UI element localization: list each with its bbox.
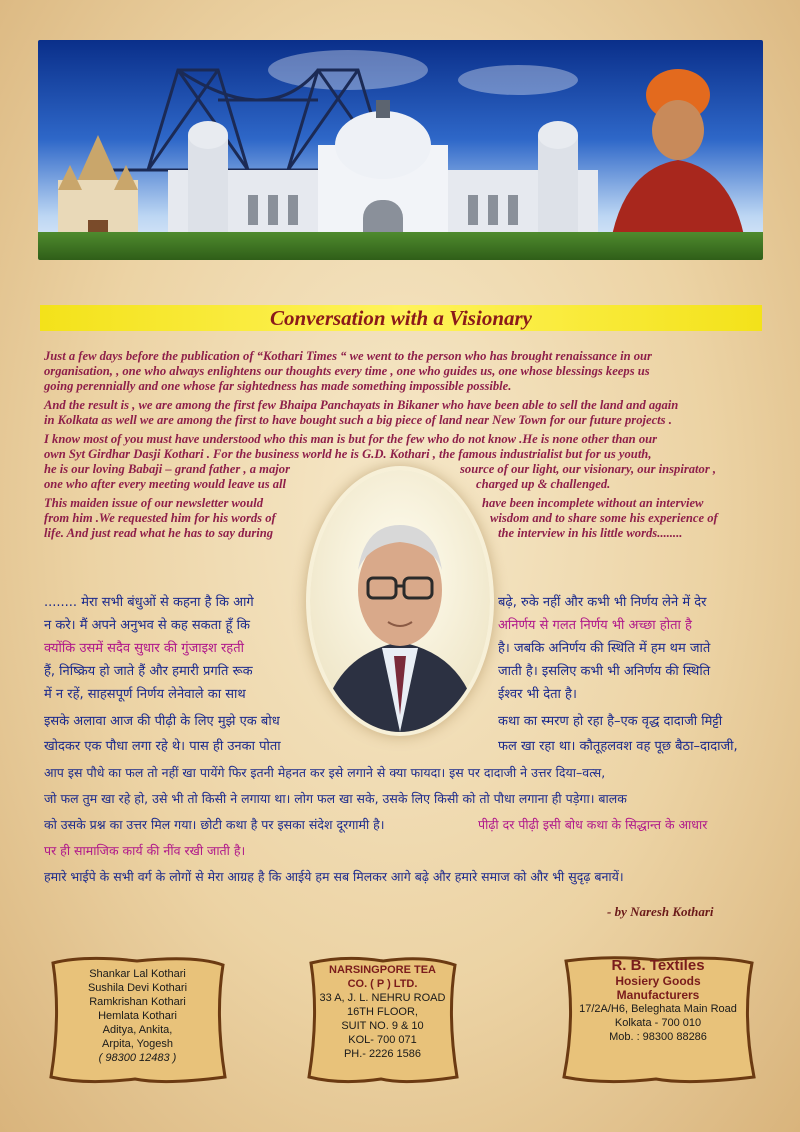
hindi-line: आप इस पौधे का फल तो नहीं खा पायेंगे फिर इतनी मेहनत कर इसे लगाने से क्या फायदा। इस पर दादाजी ने उत्तर दिया–वत्स, bbox=[44, 765, 606, 780]
hindi-line-left: खोदकर एक पौधा लगा रहे थे। पास ही उनका पोता bbox=[44, 739, 281, 754]
tea-company-ad-scroll bbox=[305, 955, 460, 1085]
ad-tagline: Manufacturers bbox=[616, 988, 700, 1002]
ad-line: Ramkrishan Kothari bbox=[89, 996, 186, 1008]
hindi-line-highlight: पर ही सामाजिक कार्य की नींव रखी जाती है। bbox=[44, 843, 246, 858]
textiles-ad-scroll bbox=[558, 955, 758, 1085]
ad-line: Shankar Lal Kothari bbox=[89, 968, 186, 980]
hindi-line-left: इसके अलावा आज की पीढ़ी के लिए मुझे एक बोध bbox=[44, 714, 280, 729]
intro-line-left: from him .We requested him for his words of bbox=[44, 511, 276, 525]
hindi-line-left: ........ मेरा सभी बंधुओं से कहना है कि आगे bbox=[44, 595, 254, 610]
ad-line: Kolkata - 700 010 bbox=[614, 1017, 702, 1029]
ad-line: Hemlata Kothari bbox=[98, 1010, 177, 1022]
ad-line: 16TH FLOOR, bbox=[347, 1006, 418, 1018]
ad-line: PH.- 2226 1586 bbox=[343, 1048, 422, 1060]
ad-line: 17/2A/H6, Beleghata Main Road bbox=[579, 1003, 737, 1015]
hindi-line-left: में न रहें, साहसपूर्ण निर्णय लेनेवाले का साथ bbox=[44, 687, 246, 702]
hindi-line-right: फल खा रहा था। कौतूहलवश वह पूछ बैठा–दादाजी, bbox=[498, 739, 738, 754]
hindi-line-right: ईश्वर भी देता है। bbox=[498, 687, 577, 702]
hindi-line-right: जाती है। इसलिए कभी भी अनिर्णय की स्थिति bbox=[498, 664, 711, 679]
author-signature: - by Naresh Kothari bbox=[607, 904, 714, 919]
intro-line: going perennially and one whose far sightedness has made something impossible possible. bbox=[44, 379, 512, 393]
ad-line: Sushila Devi Kothari bbox=[87, 982, 188, 994]
intro-line-right: wisdom and to share some his experience of bbox=[490, 511, 718, 525]
ad-line: SUIT NO. 9 & 10 bbox=[341, 1020, 424, 1032]
hindi-line-right: कथा का स्मरण हो रहा है–एक वृद्ध दादाजी मिट्टी bbox=[498, 714, 723, 729]
intro-line: And the result is , we are among the first few Bhaipa Panchayats in Bikaner who have been able to sell the land and again bbox=[44, 398, 679, 412]
hindi-line-left: हैं, निष्क्रिय हो जाते हैं और हमारी प्रगति रूक bbox=[44, 664, 253, 679]
monk-portrait-illustration bbox=[598, 60, 753, 260]
intro-line-right: the interview in his little words........ bbox=[498, 526, 683, 540]
hindi-line: हमारे भाईपे के सभी वर्ग के लोगों से मेरा आग्रह है कि आईये हम सब मिलकर आगे बढ़े और हमारे समाज को और भी सुदृढ़ बनायें। bbox=[44, 869, 624, 884]
hindi-line-right: है। जबकि अनिर्णय की स्थिति में हम थम जाते bbox=[498, 641, 711, 656]
ad-phone: ( 98300 12483 ) bbox=[98, 1052, 177, 1064]
intro-line: Just a few days before the publication of “Kothari Times “ we went to the person who has brought renaissance in our bbox=[44, 349, 652, 363]
intro-line: I know most of you must have understood who this man is but for the few who do not know .He is none other than our bbox=[44, 432, 658, 446]
hindi-line-right: बढ़े, रुके नहीं और कभी भी निर्णय लेने में देर bbox=[498, 595, 707, 610]
family-ad-scroll bbox=[45, 955, 230, 1085]
ad-company-name: R. B. Textiles bbox=[611, 957, 705, 974]
intro-line: in Kolkata as well we are among the first to have bought such a big piece of land near New Town for our future projects . bbox=[44, 413, 672, 427]
intro-line-right: charged up & challenged. bbox=[476, 477, 611, 491]
hindi-line-highlight: पीढ़ी दर पीढ़ी इसी बोध कथा के सिद्धान्त के आधार bbox=[478, 817, 708, 832]
ad-company-name: CO. ( P ) LTD. bbox=[347, 978, 418, 990]
ad-company-name: NARSINGPORE TEA bbox=[329, 964, 436, 976]
ad-tagline: Hosiery Goods bbox=[615, 974, 701, 988]
intro-line-right: have been incomplete without an interview bbox=[482, 496, 704, 510]
hindi-line-right-highlight: अनिर्णय से गलत निर्णय भी अच्छा होता है bbox=[498, 618, 692, 633]
intro-line: own Syt Girdhar Dasji Kothari . For the business world he is G.D. Kothari , the famous industrialist but for us youth, bbox=[44, 447, 652, 461]
ad-line: Arpita, Yogesh bbox=[102, 1038, 173, 1050]
visionary-portrait-photo bbox=[310, 470, 490, 732]
intro-line-left: he is our loving Babaji – grand father , a major bbox=[44, 462, 290, 476]
ad-line: KOL- 700 071 bbox=[348, 1034, 417, 1046]
intro-line-left: This maiden issue of our newsletter would bbox=[44, 496, 264, 510]
ad-line: Mob. : 98300 88286 bbox=[609, 1031, 707, 1043]
ad-line: 33 A, J. L. NEHRU ROAD bbox=[319, 992, 446, 1004]
hindi-line: को उसके प्रश्न का उत्तर मिल गया। छोटी कथा है पर इसका संदेश दूरगामी है। bbox=[44, 817, 385, 832]
hindi-line: जो फल तुम खा रहे हो, उसे भी तो किसी ने लगाया था। लोग फल खा सके, उसके लिए किसी को तो पौधा लगाना ही पड़ेगा। बालक bbox=[44, 791, 627, 806]
article-title: Conversation with a Visionary bbox=[270, 306, 532, 330]
intro-line-right: source of our light, our visionary, our inspirator , bbox=[460, 462, 717, 476]
intro-line-left: one who after every meeting would leave us all bbox=[44, 477, 287, 491]
ad-line: Aditya, Ankita, bbox=[102, 1024, 173, 1036]
header-banner bbox=[38, 40, 763, 260]
intro-line-left: life. And just read what he has to say during bbox=[44, 526, 274, 540]
article-title-bar bbox=[40, 305, 762, 331]
intro-line: organisation, , one who always enlightens our thoughts every time , one who guides us, one whose blessings keeps us bbox=[44, 364, 650, 378]
hindi-line-left: न करे। मैं अपने अनुभव से कह सकता हूँ कि bbox=[44, 618, 250, 633]
hindi-line-left-highlight: क्योंकि उसमें सदैव सुधार की गुंजाइश रहती bbox=[44, 641, 244, 656]
